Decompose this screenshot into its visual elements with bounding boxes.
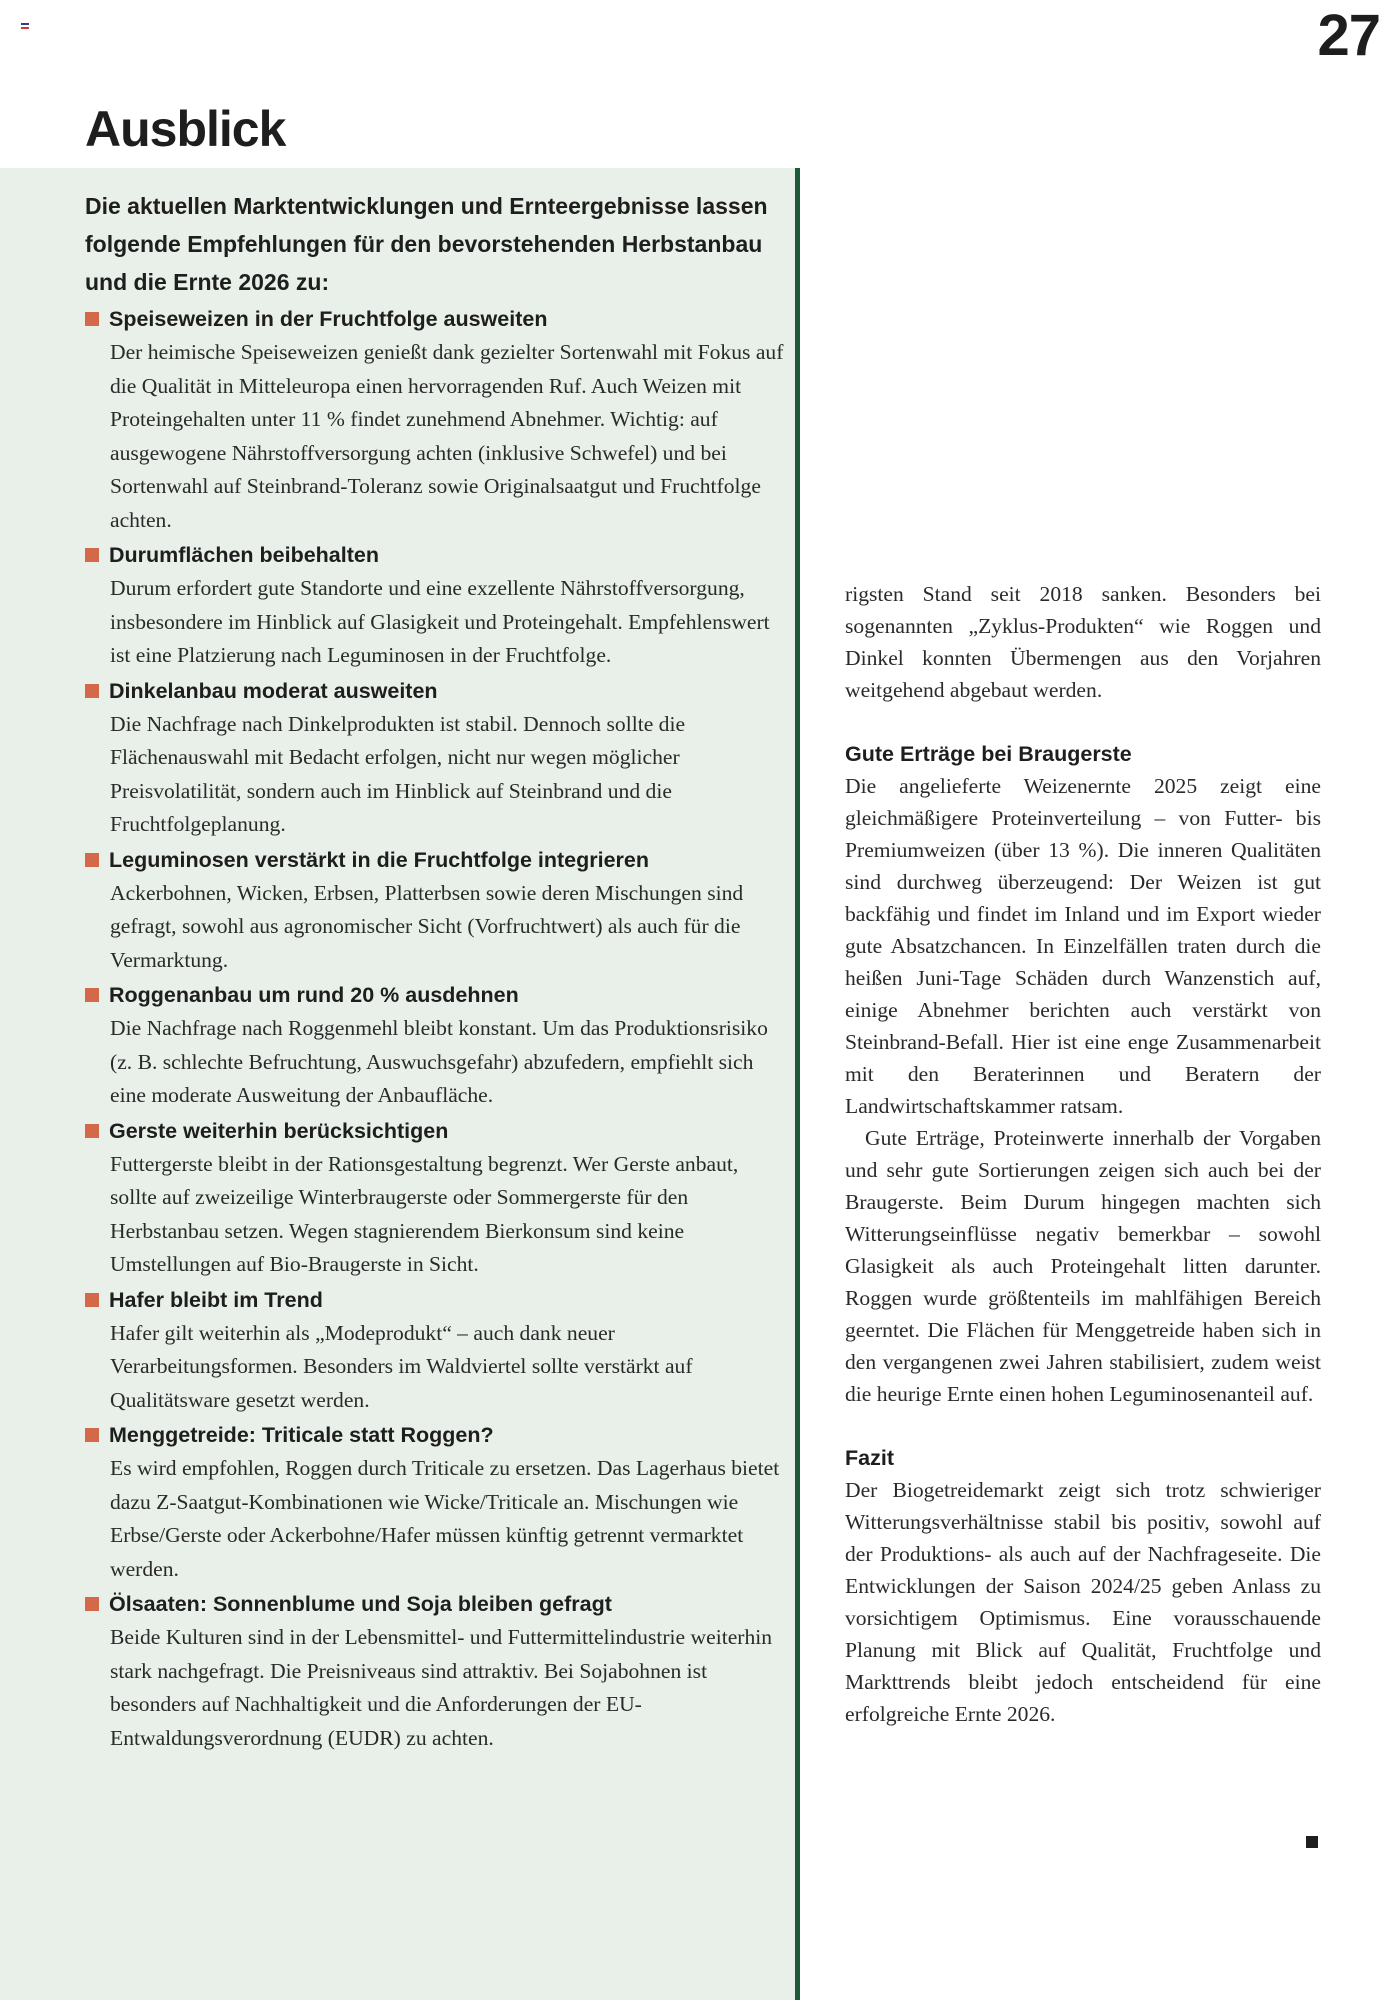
section-hafer [85,1283,785,1418]
section-heading: Gerste weiterhin berücksichtigen [109,1118,449,1143]
page-number: 27 [1317,3,1380,68]
section-body: Die Nachfrage nach Dinkelprodukten ist stabil. Dennoch sollte die Flächenauswahl mit Bedacht erfolgen, nicht nur wegen möglicher Preisvolatilität, sondern auch im Hinblick auf Steinbrand und die Fruchtfolgeplanung. [110,711,686,836]
bullet-square-icon [85,684,99,698]
section-heading: Hafer bleibt im Trend [109,1287,323,1312]
section-body: Der heimische Speiseweizen genießt dank gezielter Sortenwahl mit Fokus auf die Qualität in Mitteleuropa einen hervorragenden Ruf. Auch Weizen mit Proteingehalten unter 11 % findet zunehmend Abnehmer. Wichtig: auf ausgewogene Nährstoffversorgung achten (inklusive Schwefel) und bei Sortenwahl auf Steinbrand-Toleranz sowie Originalsaatgut und Fruchtfolge achten. [110,340,784,532]
section-heading: Speiseweizen in der Fruchtfolge ausweiten [109,307,548,331]
section-durum [85,538,785,673]
subheading-fazit: Fazit [845,1446,894,1470]
section-body: Die Nachfrage nach Roggenmehl bleibt konstant. Um das Produktionsrisiko (z. B. schlechte Befruchtung, Auswuchsgefahr) abzufedern, empfiehlt sich eine moderate Ausweitung der Anbaufläche. [110,1016,768,1107]
article-paragraph: Die angelieferte Weizenernte 2025 zeigt eine gleichmäßigere Proteinverteilung – von Futter- bis Premiumweizen (über 13 %). Die inneren Qualitäten sind durchweg überzeugend: Der Weizen ist gut backfähig und findet im Inland und im Export wieder gute Absatzchancen. In Einzelfällen traten durch die heißen Juni-Tage Schäden durch Wanzenstich auf, einige Abnehmer berichten auch verstärkt von Steinbrand-Befall. Hier ist eine enge Zusammenarbeit mit den Beraterinnen und Beratern der Landwirtschaftskammer ratsam. [845,774,1321,1118]
end-mark-icon [1306,1836,1318,1848]
article-paragraph: Der Biogetreidemarkt zeigt sich trotz schwieriger Witterungsverhältnisse stabil bis positiv, sowohl auf der Produktions- als auch auf der Nachfrageseite. Die Entwicklungen der Saison 2024/25 geben Anlass zu vorsichtigem Optimismus. Eine vorausschauende Planung mit Blick auf Qualität, Fruchtfolge und Markttrends bleibt jedoch entscheidend für eine erfolgreiche Ernte 2026. [845,1478,1321,1726]
article-column [845,578,1321,1730]
bullet-square-icon [85,1124,99,1138]
section-oelsaaten [85,1587,785,1755]
section-menggetreide [85,1418,785,1586]
section-body: Es wird empfohlen, Roggen durch Triticale zu ersetzen. Das Lagerhaus bietet dazu Z-Saatgut-Kombinationen wie Wicke/Triticale an. Mischungen wie Erbse/Gerste oder Ackerbohne/Hafer müssen künftig getrennt vermarktet werden. [110,1456,780,1581]
recommendations-content [85,187,785,1756]
section-heading: Ölsaaten: Sonnenblume und Soja bleiben gefragt [109,1592,612,1616]
article-paragraph: rigsten Stand seit 2018 sanken. Besonders bei sogenannten „Zyklus-Produkten“ wie Roggen und Dinkel konnten Übermengen aus den Vorjahren weitgehend abgebaut werden. [845,582,1321,702]
section-heading: Menggetreide: Triticale statt Roggen? [109,1423,494,1447]
subheading-braugerste: Gute Erträge bei Braugerste [845,742,1132,766]
section-leguminosen [85,843,785,978]
intro-text: Die aktuellen Marktentwicklungen und Ernteergebnisse lassen folgende Empfehlungen für den bevorstehenden Herbstanbau und die Ernte 2026 zu: [85,193,768,295]
section-body: Futtergerste bleibt in der Rationsgestaltung begrenzt. Wer Gerste anbaut, sollte auf zweizeilige Winterbraugerste oder Sommergerste für den Herbstanbau setzen. Wegen stagnierendem Bierkonsum sind keine Umstellungen auf Bio-Braugerste in Sicht. [110,1151,739,1276]
section-roggen [85,978,785,1113]
bullet-square-icon [85,1597,99,1611]
bullet-square-icon [85,853,99,867]
section-body: Hafer gilt weiterhin als „Modeprodukt“ – auch dank neuer Verarbeitungsformen. Besonders im Waldviertel sollte verstärkt auf Qualitätsware gesetzt werden. [110,1320,693,1412]
flag-icon [21,23,29,29]
section-heading: Leguminosen verstärkt in die Fruchtfolge integrieren [109,847,649,872]
article-paragraph: Gute Erträge, Proteinwerte innerhalb der Vorgaben und sehr gute Sortierungen zeigen sich auch bei der Braugerste. Beim Durum hingegen machten sich Witterungseinflüsse negativ bemerkbar – sowohl Glasigkeit als auch Proteingehalt litten darunter. Roggen wurde größtenteils im mahlfähigen Bereich geerntet. Die Flächen für Menggetreide haben sich in den vergangenen zwei Jahren stabilisiert, zudem weist die heurige Ernte einen hohen Leguminosenanteil auf. [845,1126,1321,1406]
section-heading: Roggenanbau um rund 20 % ausdehnen [109,983,519,1007]
section-body: Ackerbohnen, Wicken, Erbsen, Platterbsen sowie deren Mischungen sind gefragt, sowohl aus agronomischer Sicht (Vorfruchtwert) als auch für die Vermarktung. [110,880,744,972]
page-title: Ausblick [85,101,286,157]
bullet-square-icon [85,312,99,326]
section-dinkel [85,674,785,842]
section-gerste [85,1114,785,1282]
section-body: Beide Kulturen sind in der Lebensmittel- und Futtermittelindustrie weiterhin stark nachgefragt. Die Preisniveaus sind attraktiv. Bei Sojabohnen ist besonders auf Nachhaltigkeit und die Anforderungen der EU-Entwaldungsverordnung (EUDR) zu achten. [110,1625,773,1750]
bullet-square-icon [85,1428,99,1442]
bullet-square-icon [85,548,99,562]
bullet-square-icon [85,988,99,1002]
section-speiseweizen [85,302,785,537]
section-body: Durum erfordert gute Standorte und eine exzellente Nährstoffversorgung, insbesondere im Hinblick auf Glasigkeit und Proteingehalt. Empfehlenswert ist eine Platzierung nach Leguminosen in der Fruchtfolge. [110,576,770,667]
section-heading: Durumflächen beibehalten [109,543,379,567]
section-heading: Dinkelanbau moderat ausweiten [109,678,438,703]
bullet-square-icon [85,1293,99,1307]
